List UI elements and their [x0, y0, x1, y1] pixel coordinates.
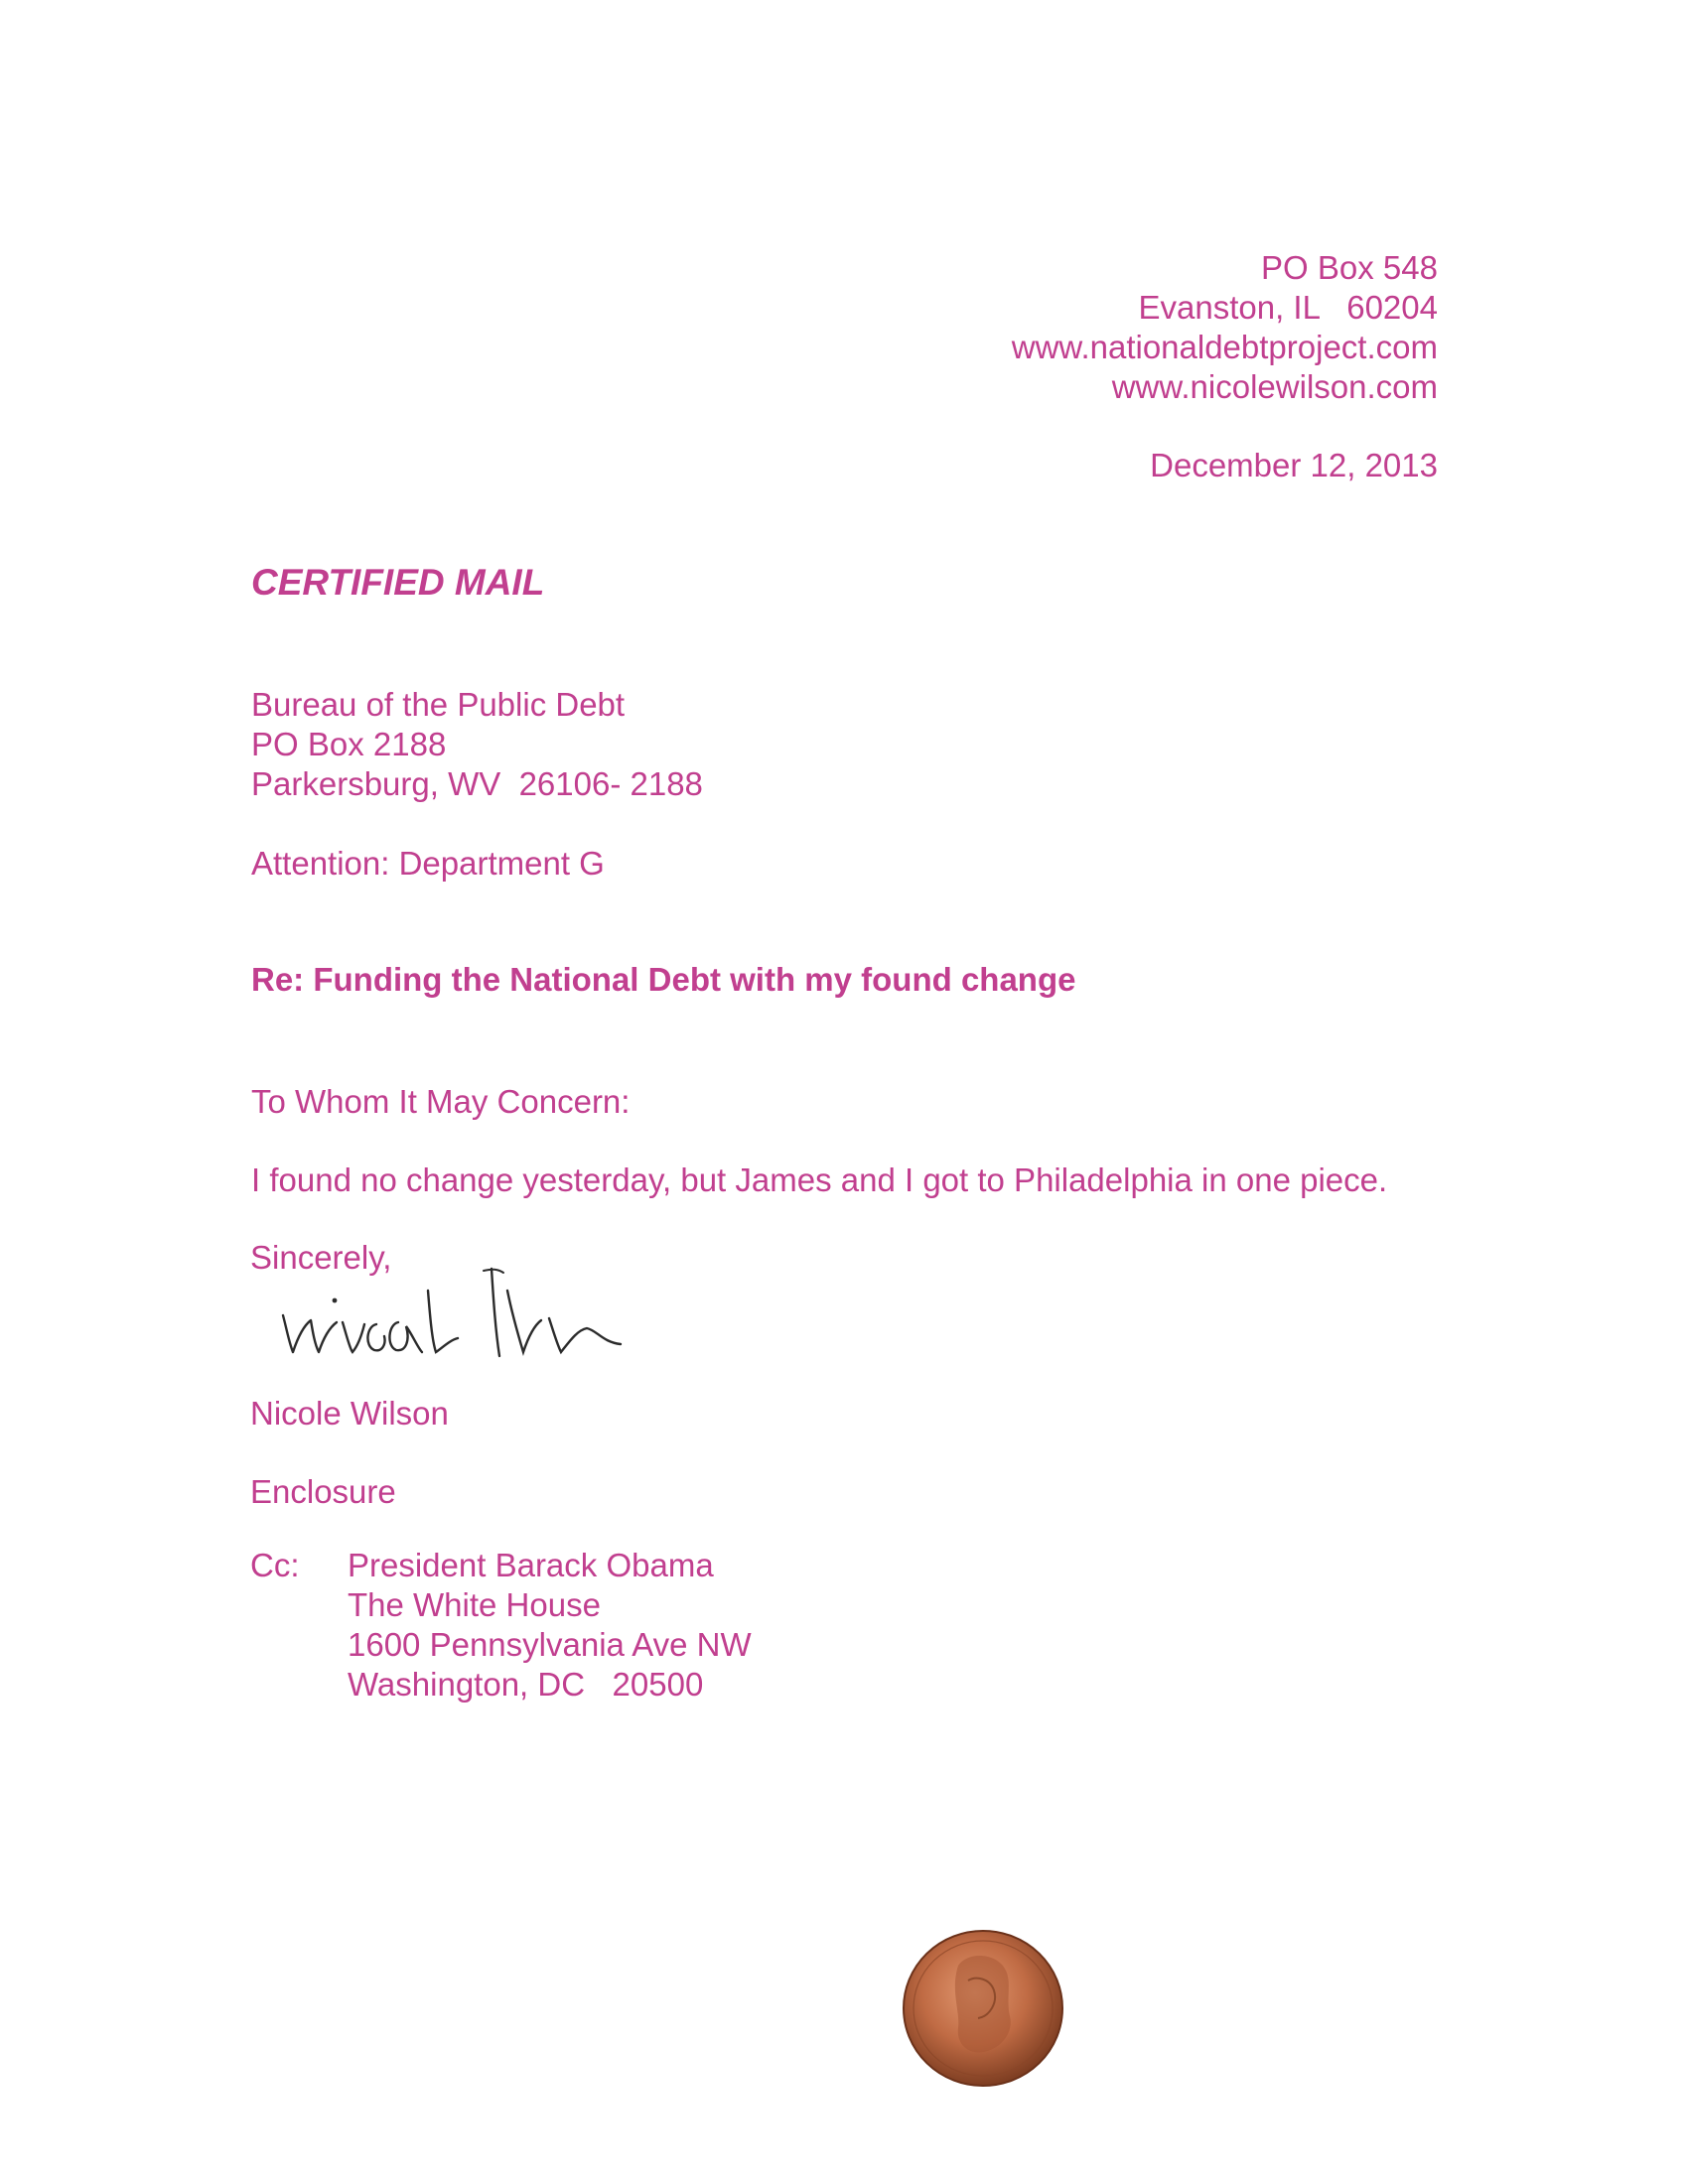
signer-name: Nicole Wilson [250, 1395, 449, 1432]
penny-coin-icon [899, 1921, 1067, 2090]
sender-address-line2: Evanston, IL 60204 [1138, 289, 1438, 326]
letter-body: I found no change yesterday, but James and I got to Philadelphia in one piece. [251, 1161, 1388, 1198]
recipient-address-block [251, 685, 703, 804]
letter-date: December 12, 2013 [1150, 447, 1438, 483]
cc-line: President Barack Obama [348, 1547, 714, 1583]
enclosure-note: Enclosure [250, 1473, 396, 1510]
handwritten-signature-icon [273, 1261, 650, 1370]
cc-label: Cc: [250, 1547, 300, 1583]
cc-line: 1600 Pennsylvania Ave NW [348, 1626, 752, 1663]
recipient-name: Bureau of the Public Debt [251, 686, 626, 723]
cc-line: Washington, DC 20500 [348, 1666, 704, 1703]
salutation: To Whom It May Concern: [251, 1083, 631, 1120]
recipient-address-line2: Parkersburg, WV 26106- 2188 [251, 765, 703, 802]
subject-line: Re: Funding the National Debt with my found change [251, 961, 1076, 998]
cc-address-block [348, 1546, 752, 1705]
sender-website-1: www.nationaldebtproject.com [1011, 329, 1438, 365]
sender-address-block [1012, 248, 1438, 407]
recipient-address-line1: PO Box 2188 [251, 726, 447, 762]
sender-address-line1: PO Box 548 [1261, 249, 1438, 286]
sender-website-2: www.nicolewilson.com [1111, 368, 1438, 405]
cc-line: The White House [348, 1586, 601, 1623]
attention-line: Attention: Department G [251, 845, 605, 882]
certified-mail-heading: CERTIFIED MAIL [251, 562, 545, 603]
closing: Sincerely, [250, 1239, 392, 1276]
